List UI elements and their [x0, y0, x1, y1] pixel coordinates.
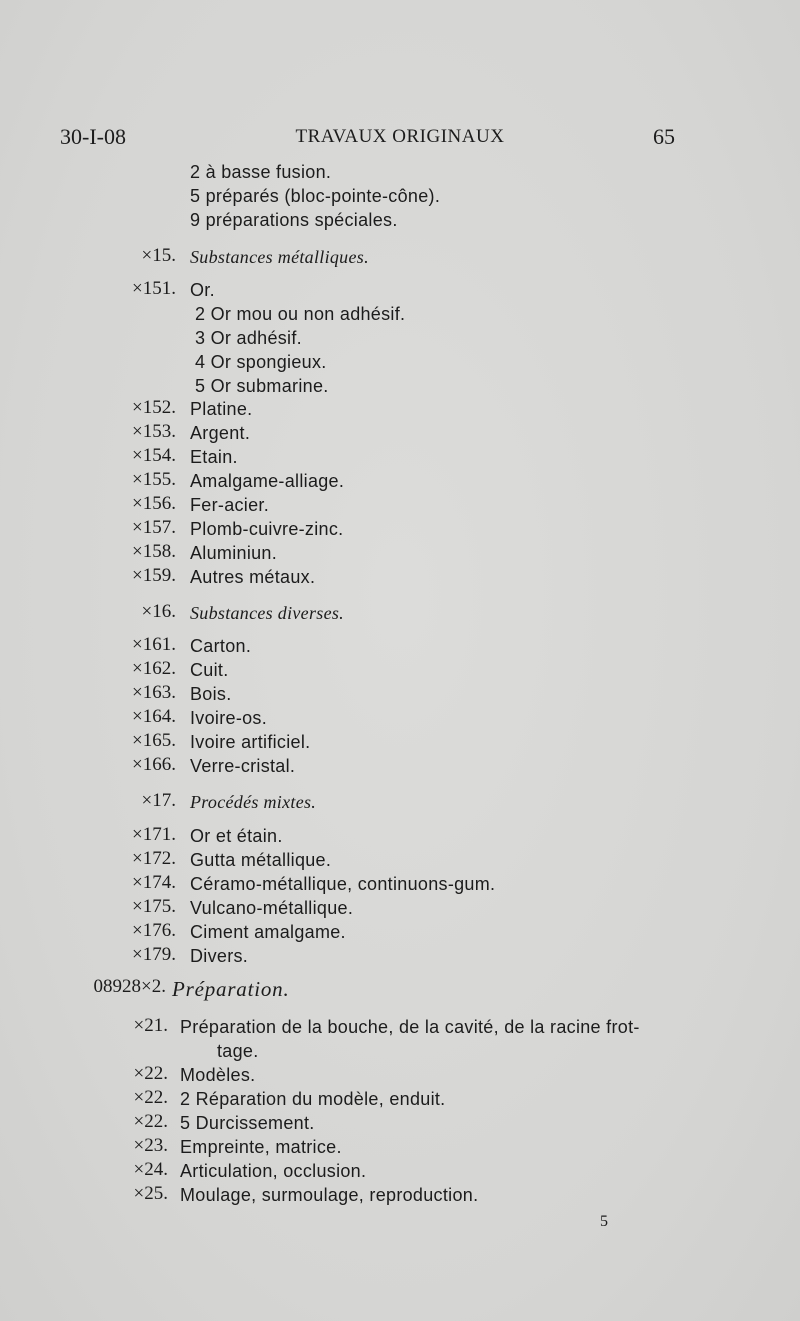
- item-text: Carton.: [190, 636, 252, 656]
- item-code: ×25.: [133, 1183, 168, 1204]
- item-text: Or et étain.: [190, 826, 283, 846]
- item-code: ×158.: [132, 541, 176, 562]
- item-text: Divers.: [190, 946, 249, 966]
- item-text: 5 Or submarine.: [195, 376, 329, 396]
- item-code: ×164.: [132, 706, 176, 727]
- item-code: ×176.: [132, 920, 176, 941]
- item-text: 9 préparations spéciales.: [190, 210, 398, 230]
- item-code: ×154.: [132, 445, 176, 466]
- item-code: ×155.: [132, 469, 176, 490]
- item-text: Articulation, occlusion.: [180, 1161, 367, 1181]
- item-code: ×174.: [132, 872, 176, 893]
- item-code: ×172.: [132, 848, 176, 869]
- item-text: Verre-cristal.: [190, 756, 296, 776]
- item-text: Modèles.: [180, 1065, 256, 1085]
- item-text: Gutta métallique.: [190, 850, 332, 870]
- item-text: Procédés mixtes.: [190, 792, 317, 812]
- item-text: Ivoire artificiel.: [190, 732, 311, 752]
- item-text: 4 Or spongieux.: [195, 352, 327, 372]
- item-text: Bois.: [190, 684, 232, 704]
- item-code: ×175.: [132, 896, 176, 917]
- item-text: Substances diverses.: [190, 603, 344, 623]
- item-text: Platine.: [190, 399, 253, 419]
- item-text: Empreinte, matrice.: [180, 1137, 342, 1157]
- item-code: ×161.: [132, 634, 176, 655]
- item-text: 5 préparés (bloc-pointe-cône).: [190, 186, 441, 206]
- item-text: Fer-acier.: [190, 495, 270, 515]
- item-code: ×17.: [141, 790, 176, 811]
- item-code: ×166.: [132, 754, 176, 775]
- item-code: ×22.: [133, 1063, 168, 1084]
- item-code: ×152.: [132, 397, 176, 418]
- item-code: ×153.: [132, 421, 176, 442]
- item-code: ×23.: [133, 1135, 168, 1156]
- item-text: Céramo-métallique, continuons-gum.: [190, 874, 496, 894]
- item-code: ×15.: [141, 245, 176, 266]
- item-text: Autres métaux.: [190, 567, 316, 587]
- header-title: TRAVAUX ORIGINAUX: [295, 126, 505, 147]
- item-code: ×151.: [132, 278, 176, 299]
- item-text: Ciment amalgame.: [190, 922, 346, 942]
- running-header: [0, 124, 800, 154]
- item-text: Moulage, surmoulage, reproduction.: [180, 1185, 479, 1205]
- item-text: 2 Réparation du modèle, enduit.: [180, 1089, 446, 1109]
- item-code: ×159.: [132, 565, 176, 586]
- item-text: Substances métalliques.: [190, 247, 369, 267]
- item-code: ×165.: [132, 730, 176, 751]
- item-code: ×156.: [132, 493, 176, 514]
- item-code: ×163.: [132, 682, 176, 703]
- item-text: 5 Durcissement.: [180, 1113, 315, 1133]
- item-text: Préparation.: [172, 977, 290, 1001]
- item-code: ×22.: [133, 1087, 168, 1108]
- page-number: 65: [653, 124, 675, 149]
- item-code: ×21.: [133, 1015, 168, 1036]
- item-text: Ivoire-os.: [190, 708, 268, 728]
- item-text: 2 à basse fusion.: [190, 162, 332, 182]
- item-text: Vulcano-métallique.: [190, 898, 354, 918]
- item-text: Cuit.: [190, 660, 229, 680]
- item-code: ×179.: [132, 944, 176, 965]
- item-code: ×16.: [141, 601, 176, 622]
- item-code: 08928×2.: [93, 976, 166, 997]
- item-text: 2 Or mou ou non adhésif.: [195, 304, 406, 324]
- item-text: Préparation de la bouche, de la cavité, de la racine frot-: [180, 1017, 640, 1037]
- item-text: Amalgame-alliage.: [190, 471, 345, 491]
- item-text: Aluminiun.: [190, 543, 278, 563]
- item-text: 3 Or adhésif.: [195, 328, 302, 348]
- item-text: Or.: [190, 280, 215, 300]
- item-text: Plomb-cuivre-zinc.: [190, 519, 344, 539]
- item-text: Argent.: [190, 423, 251, 443]
- item-code: ×157.: [132, 517, 176, 538]
- item-code: ×22.: [133, 1111, 168, 1132]
- header-date: 30-I-08: [60, 124, 126, 149]
- signature-mark: 5: [600, 1213, 608, 1230]
- item-code: ×171.: [132, 824, 176, 845]
- item-code: ×162.: [132, 658, 176, 679]
- item-code: ×24.: [133, 1159, 168, 1180]
- item-text: Etain.: [190, 447, 238, 467]
- item-text: tage.: [217, 1041, 259, 1061]
